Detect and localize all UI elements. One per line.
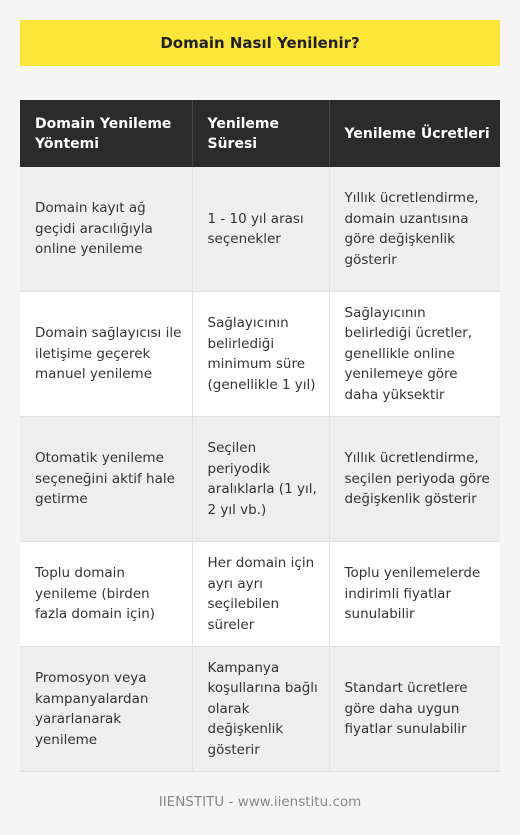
cell-duration: Her domain için ayrı ayrı seçilebilen süreler bbox=[192, 542, 329, 647]
table-row bbox=[20, 167, 500, 292]
cell-duration: 1 - 10 yıl arası seçenekler bbox=[192, 167, 329, 292]
cell-duration: Seçilen periyodik aralıklarla (1 yıl, 2 yıl vb.) bbox=[192, 417, 329, 542]
table-header-row bbox=[20, 100, 500, 167]
cell-fees: Yıllık ücretlendirme, domain uzantısına göre değişkenlik gösterir bbox=[329, 167, 500, 292]
cell-method: Otomatik yenileme seçeneğini aktif hale getirme bbox=[20, 417, 192, 542]
cell-duration: Sağlayıcının belirlediği minimum süre (genellikle 1 yıl) bbox=[192, 292, 329, 417]
cell-fees: Sağlayıcının belirlediği ücretler, genellikle online yenilemeye göre daha yüksektir bbox=[329, 292, 500, 417]
cell-fees: Yıllık ücretlendirme, seçilen periyoda göre değişkenlik gösterir bbox=[329, 417, 500, 542]
header-duration: Yenileme Süresi bbox=[192, 100, 329, 167]
header-method: Domain Yenileme Yöntemi bbox=[20, 100, 192, 167]
title-banner bbox=[20, 20, 500, 66]
cell-fees: Standart ücretlere göre daha uygun fiyatlar sunulabilir bbox=[329, 647, 500, 772]
page-title: Domain Nasıl Yenilenir? bbox=[160, 34, 360, 52]
cell-method: Promosyon veya kampanyalardan yararlanarak yenileme bbox=[20, 647, 192, 772]
cell-fees: Toplu yenilemelerde indirimli fiyatlar sunulabilir bbox=[329, 542, 500, 647]
cell-duration: Kampanya koşullarına bağlı olarak değişkenlik gösterir bbox=[192, 647, 329, 772]
header-fees: Yenileme Ücretleri bbox=[329, 100, 500, 167]
table-row bbox=[20, 292, 500, 417]
table-row bbox=[20, 417, 500, 542]
cell-method: Domain sağlayıcısı ile iletişime geçerek manuel yenileme bbox=[20, 292, 192, 417]
domain-renewal-table bbox=[20, 100, 500, 772]
table-row bbox=[20, 647, 500, 772]
table-row bbox=[20, 542, 500, 647]
cell-method: Toplu domain yenileme (birden fazla domain için) bbox=[20, 542, 192, 647]
footer-credit: IIENSTITU - www.iienstitu.com bbox=[158, 794, 362, 810]
cell-method: Domain kayıt ağ geçidi aracılığıyla online yenileme bbox=[20, 167, 192, 292]
